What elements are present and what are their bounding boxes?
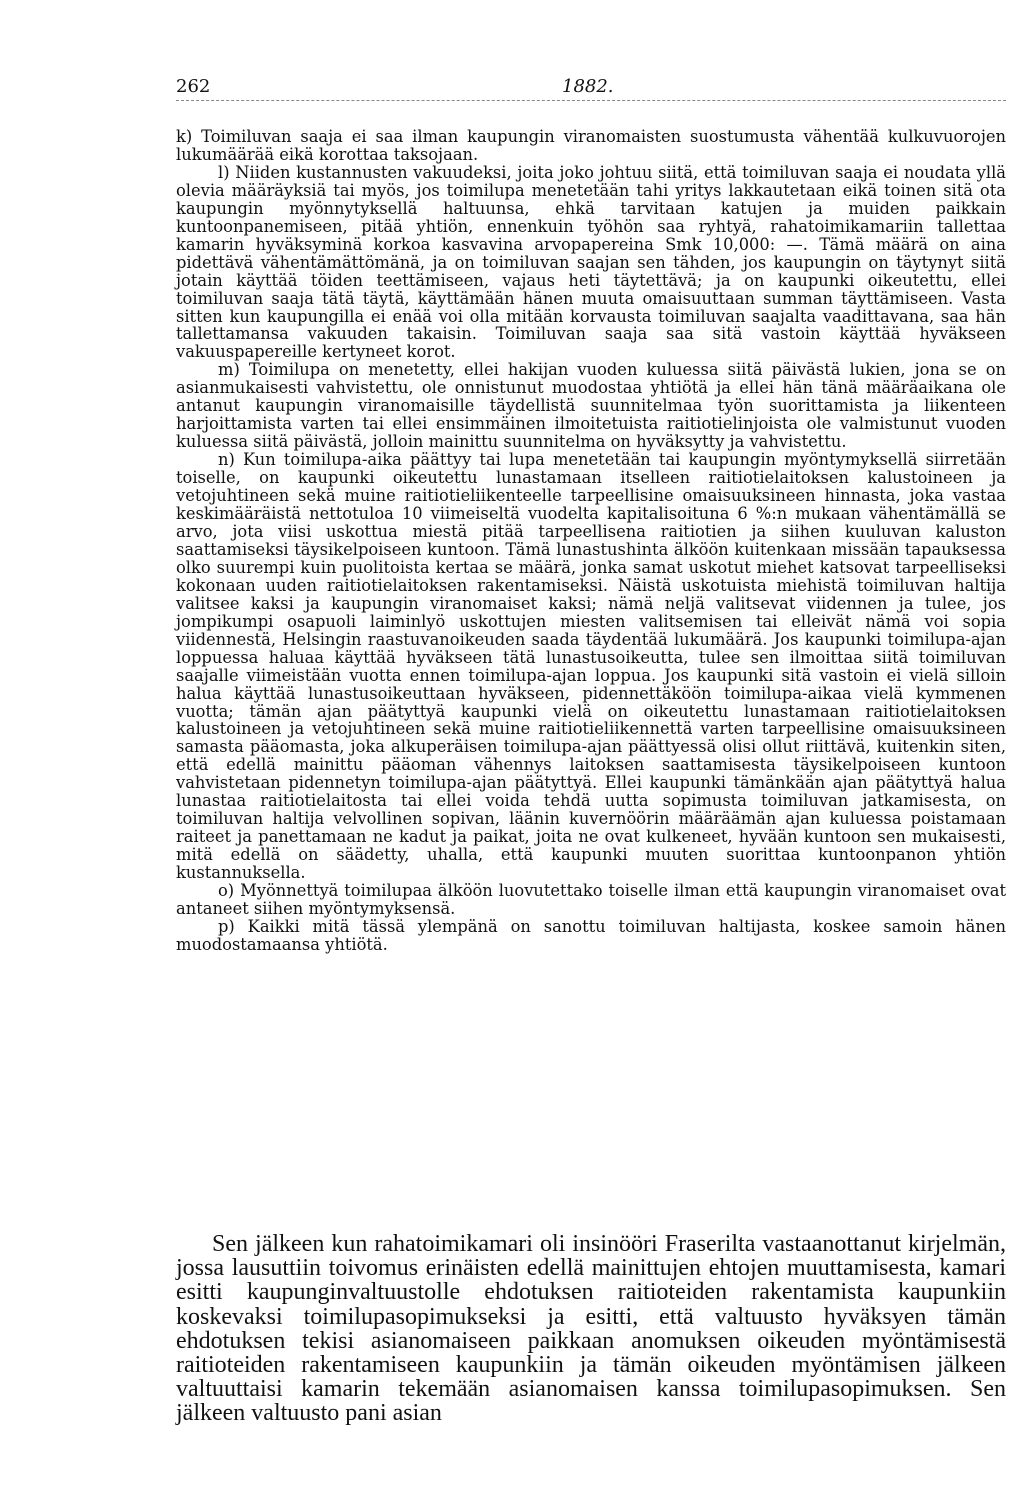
page-number: 262 [176, 76, 211, 97]
running-head-year: 1882. [562, 76, 614, 97]
paragraph-n: n) Kun toimilupa-aika päättyy tai lupa menetetään tai kaupungin myöntymyksellä siirretään toiselle, on kaupunki oikeutettu lunastamaan itselleen raitiotielaitoksen kalustoineen ja vetojuhtineen sekä muine raitiotieliikenteelle tarpeellisine omaisuuksineen hinnasta, joka vastaa keskimääräistä nettotuloa 10 viimeiseltä vuodelta kapitalisoituna 6 %:n mukaan vähentämällä se arvo, jota viisi uskottua miestä pitää tarpeellisena raitiotien ja siihen kuuluvan kaluston saattamiseksi täysikelpoiseen kuntoon. Tämä lunastushinta älköön kuitenkaan missään tapauksessa olko suurempi kuin puolitoista kertaa se määrä, jonka samat uskotut miehet katsovat tarpeelliseksi kokonaan uuden raitiotielaitoksen rakentamiseksi. Näistä uskotuista miehistä toimiluvan haltija valitsee kaksi ja kaupungin viranomaiset kaksi; nämä neljä valitsevat viidennen ja tulee, jos jompikumpi osapuoli laiminlyö uskottujen miesten valitsemisen tai elleivät nämä voi sopia viidennestä, Helsingin raastuvanoikeuden saada täydentää lukumäärä. Jos kaupunki toimilupa-ajan loppuessa haluaa käyttää hyväkseen tätä lunastusoikeutta, tulee sen ilmoittaa siitä toimiluvan saajalle viimeistään vuotta ennen toimilupa-ajan loppua. Jos kaupunki sitä vastoin ei vielä silloin halua käyttää lunastusoikeuttaan hyväkseen, pidennettäköön toimilupa-aikaa vielä kymmenen vuotta; tämän ajan päätyttyä kaupunki vielä on oikeutettu lunastamaan raitiotielaitoksen kalustoineen ja vetojuhtineen sekä muine raitiotieliikennettä varten tarpeellisine omaisuuksineen samasta pääomasta, joka alkuperäisen toimilupa-ajan päättyessä olisi ollut riittävä, kuitenkin siten, että edellä mainittu pääoman vähennys laitoksen saattamisesta täysikelpoiseen kuntoon vahvistetaan pidennetyn toimilupa-ajan päätyttyä. Ellei kaupunki tämänkään ajan päätyttyä halua lunastaa raitiotielaitosta tai ellei voida tehdä uutta sopimusta toimiluvan jatkamisesta, on toimiluvan haltija velvollinen sopivan, läänin kuvernöörin määräämän ajan kuluessa poistamaan raiteet ja panettamaan ne kadut ja paikat, joita ne ovat kulkeneet, hyvään kuntoon sen mukaisesti, mitä edellä on säädetty, uhalla, että kaupunki muuten suorittaa kuntoonpanon yhtiön kustannuksella. [176, 450, 1006, 883]
large-paragraph: Sen jälkeen kun rahatoimikamari oli insinööri Fraserilta vastaanottanut kirjelmän, jossa lausuttiin toivomus erinäisten edellä mainittujen ehtojen muuttamisesta, kamari esitti kaupunginvaltuustolle ehdotuksen raitioteiden rakentamista kaupunkiin koskevaksi toimilupasopimukseksi ja esitti, että valtuusto hyväksyen tämän ehdotuksen tekisi asianomaiseen paikkaan anomuksen oikeuden myöntämisestä raitioteiden rakentamiseen kaupunkiin ja tämän oikeuden myöntämisen jälkeen valtuuttaisi kamarin tekemään asianomaisen kanssa toimilupasopimuksen. Sen jälkeen valtuusto pani asian [176, 1231, 1006, 1427]
paragraph-l: l) Niiden kustannusten vakuudeksi, joita joko johtuu siitä, että toimiluvan saaja ei noudata yllä olevia määräyksiä tai myös, jos toimilupa menetetään tahi yritys lakkautetaan eikä toinen sitä ota kaupungin myönnytyksellä haltuunsa, ehkä tarvitaan katujen ja muiden paikkain kuntoonpanemiseen, pitää yhtiön, ennenkuin työhön saa ryhtyä, rahatoimikamariin tallettaa kamarin hyväksyminä korkoa kasvavina arvopapereina Smk 10,000: —. Tämä määrä on aina pidettävä vähentämättömänä, ja on toimiluvan saajan sen tähden, jos kaupungin on täytynyt siitä jotain käyttää töiden teettämiseen, vajaus heti täytettävä; ja on kaupunki oikeutettu, ellei toimiluvan saaja tätä täytä, käyttämään hänen muuta omaisuuttaan summan täyttämiseen. Vasta sitten kun kaupungilla ei enää voi olla mitään korvausta toimiluvan saajalta vaadittavana, saa hän tallettamansa vakuuden takaisin. Toimiluvan saaja saa sitä vastoin käyttää hyväkseen vakuuspapereille kertyneet korot. [176, 162, 1006, 362]
paragraph-k: k) Toimiluvan saaja ei saa ilman kaupungin viranomaisten suostumusta vähentää kulkuvuorojen lukumäärää eikä korottaa taksojaan. [176, 127, 1006, 164]
paragraph-o: o) Myönnettyä toimilupaa älköön luovutettako toiselle ilman että kaupungin viranomaiset ovat antaneet siihen myöntymyksensä. [176, 881, 1006, 918]
paragraph-m: m) Toimilupa on menetetty, ellei hakijan vuoden kuluessa siitä päivästä lukien, jona se on asianmukaisesti vahvistettu, ole onnistunut muodostaa yhtiötä ja ellei hän tänä määräaikana ole antanut kaupungin viranomaisille täydellistä suunnitelmaa työn suorittamista ja liikenteen harjoittamista varten tai ellei ensimmäinen ilmoitetuista raitiotielinjoista ole valmistunut vuoden kuluessa siitä päivästä, jolloin mainittu suunnitelma on hyväksytty ja vahvistettu. [176, 360, 1006, 452]
paragraph-p: p) Kaikki mitä tässä ylempänä on sanottu toimiluvan haltijasta, koskee samoin hänen muodostamaansa yhtiötä. [176, 916, 1006, 954]
running-head [176, 76, 1006, 100]
header-rule [176, 100, 1006, 101]
body-text [176, 128, 1006, 954]
large-text-block [176, 1232, 1006, 1426]
